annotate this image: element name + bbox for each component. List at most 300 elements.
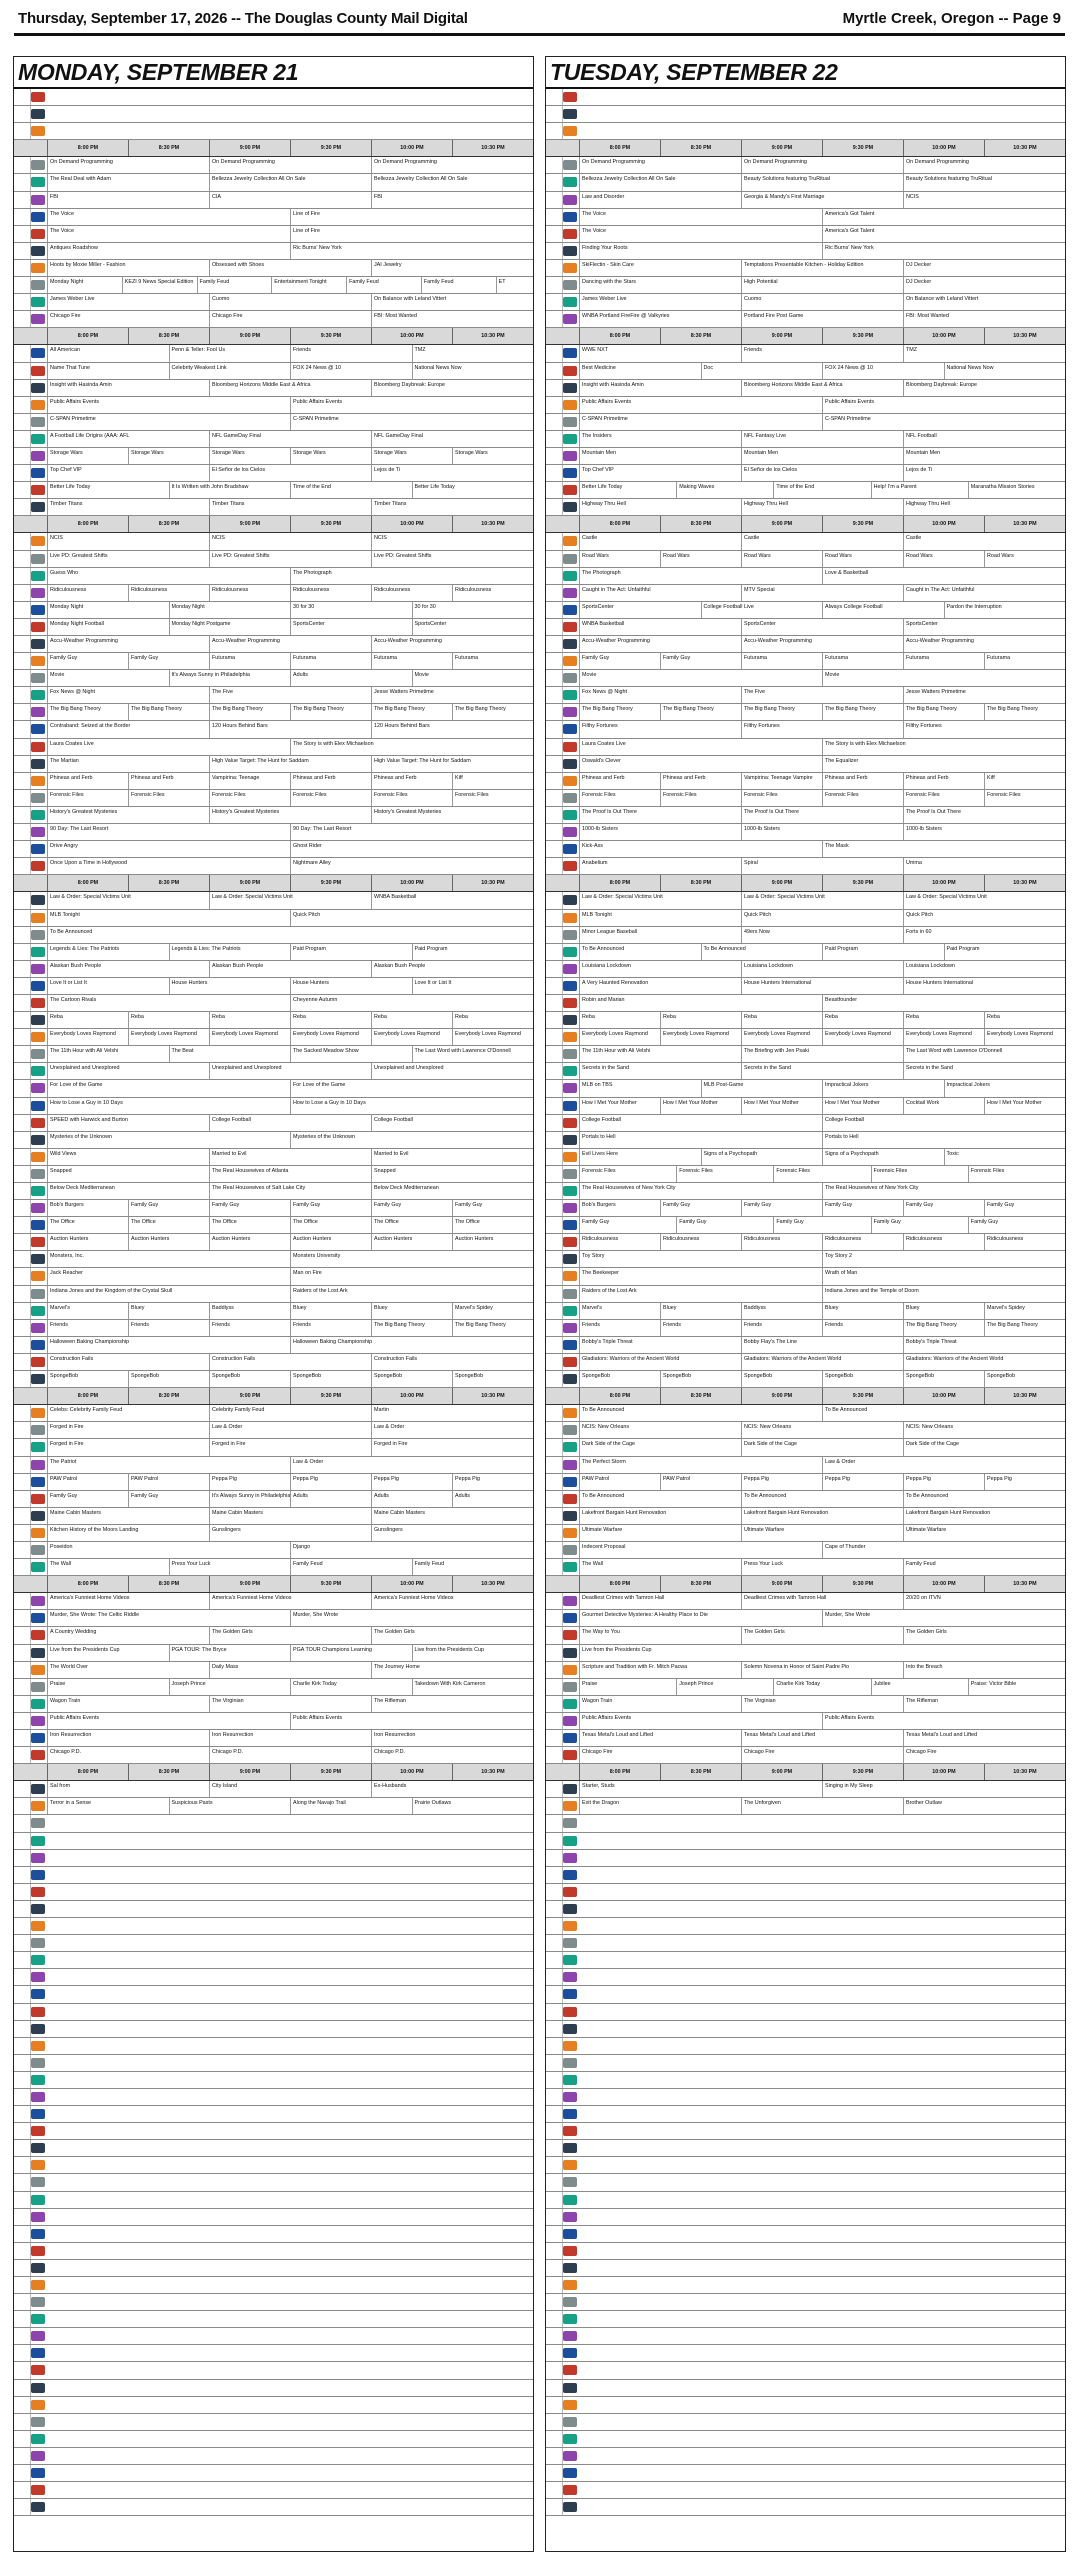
program-cell[interactable]: Forensic Files (579, 790, 660, 806)
program-cell[interactable]: Prairie Outlaws (412, 1798, 534, 1814)
program-cell[interactable]: TMZ (903, 345, 1065, 361)
program-cell[interactable]: The Big Bang Theory (579, 704, 660, 720)
program-cell[interactable]: Kiff (452, 773, 533, 789)
program-cell[interactable]: Bluey (128, 1303, 209, 1319)
program-cell[interactable]: Better Life Today (412, 482, 534, 498)
program-cell[interactable]: Auction Hunters (128, 1234, 209, 1250)
program-cell[interactable]: It's Always Sunny in Philadelphia (209, 1491, 290, 1507)
program-cell[interactable]: MLB Tonight (579, 910, 741, 926)
program-cell[interactable]: Chicago P.D. (209, 1747, 371, 1763)
program-cell[interactable]: Portals to Hell (822, 1132, 1065, 1148)
program-cell[interactable]: 120 Hours Behind Bars (209, 721, 371, 737)
program-cell[interactable]: Accu-Weather Programming (741, 636, 903, 652)
program-cell[interactable]: The Voice (579, 226, 822, 242)
program-cell[interactable]: Monsters University (290, 1251, 533, 1267)
program-cell[interactable]: Evil Lives Here (579, 1149, 701, 1165)
program-cell[interactable]: Joseph Prince (676, 1679, 773, 1695)
program-cell[interactable]: FBI: Most Wanted (371, 311, 533, 327)
program-cell[interactable]: SpongeBob (660, 1371, 741, 1387)
program-cell[interactable]: 1000-lb Sisters (903, 824, 1065, 840)
program-cell[interactable]: The Big Bang Theory (984, 704, 1065, 720)
program-cell[interactable]: On Demand Programming (741, 157, 903, 173)
program-cell[interactable]: House Hunters (169, 978, 291, 994)
program-cell[interactable]: Line of Fire (290, 226, 533, 242)
program-cell[interactable]: Marvel's Spidey (984, 1303, 1065, 1319)
program-cell[interactable]: Law and Disorder (579, 192, 741, 208)
program-cell[interactable]: Celebs: Celebrity Family Feud (47, 1405, 209, 1421)
program-cell[interactable]: Ridiculousness (822, 1234, 903, 1250)
program-cell[interactable]: Reba (47, 1012, 128, 1028)
program-cell[interactable]: Wild Views (47, 1149, 209, 1165)
program-cell[interactable]: How I Met Your Mother (579, 1098, 660, 1114)
program-cell[interactable]: Alaskan Bush People (47, 961, 209, 977)
program-cell[interactable]: The Office (371, 1217, 452, 1233)
program-cell[interactable]: The 11th Hour with Ali Velshi (47, 1046, 169, 1062)
program-cell[interactable]: Wagon Train (579, 1696, 741, 1712)
program-cell[interactable]: CIA (209, 192, 371, 208)
program-cell[interactable]: Ultimate Warfare (741, 1525, 903, 1541)
program-cell[interactable]: Signs of a Psychopath (822, 1149, 944, 1165)
program-cell[interactable]: Iron Resurrection (209, 1730, 371, 1746)
program-cell[interactable]: Vampirina: Teenage (209, 773, 290, 789)
program-cell[interactable]: The Rifleman (371, 1696, 533, 1712)
program-cell[interactable]: The Photograph (290, 568, 533, 584)
program-cell[interactable]: Law & Order (209, 1422, 371, 1438)
program-cell[interactable]: Family Feud (290, 1559, 412, 1575)
program-cell[interactable]: C-SPAN Primetime (822, 414, 1065, 430)
program-cell[interactable]: Louisiana Lockdown (579, 961, 741, 977)
program-cell[interactable]: The Unforgiven (741, 1798, 903, 1814)
program-cell[interactable]: Family Guy (128, 653, 209, 669)
program-cell[interactable]: NCIS: New Orleans (579, 1422, 741, 1438)
program-cell[interactable]: Snapped (47, 1166, 209, 1182)
program-cell[interactable]: Quick Pitch (903, 910, 1065, 926)
program-cell[interactable]: The Story is with Elex Michaelson (290, 739, 533, 755)
program-cell[interactable]: NCIS (371, 533, 533, 549)
program-cell[interactable]: NCIS (47, 533, 209, 549)
program-cell[interactable]: Phineas and Ferb (903, 773, 984, 789)
program-cell[interactable]: Joseph Prince (169, 1679, 291, 1695)
program-cell[interactable]: WWE NXT (579, 345, 741, 361)
program-cell[interactable]: Law & Order (822, 1457, 1065, 1473)
program-cell[interactable]: Friends (741, 345, 903, 361)
program-cell[interactable]: Storage Wars (290, 448, 371, 464)
program-cell[interactable]: Forensic Files (452, 790, 533, 806)
program-cell[interactable]: Accu-Weather Programming (209, 636, 371, 652)
program-cell[interactable]: El Señor de los Cielos (741, 465, 903, 481)
program-cell[interactable]: SportsCenter (412, 619, 534, 635)
program-cell[interactable]: History's Greatest Mysteries (47, 807, 209, 823)
program-cell[interactable]: Wrath of Man (822, 1268, 1065, 1284)
program-cell[interactable]: Family Guy (660, 653, 741, 669)
program-cell[interactable]: El Señor de los Cielos (209, 465, 371, 481)
program-cell[interactable]: Phineas and Ferb (822, 773, 903, 789)
program-cell[interactable]: Reba (128, 1012, 209, 1028)
program-cell[interactable]: Phineas and Ferb (47, 773, 128, 789)
program-cell[interactable]: Ridiculousness (579, 1234, 660, 1250)
program-cell[interactable]: Antiques Roadshow (47, 243, 290, 259)
program-cell[interactable]: Bloomberg Daybreak: Europe (371, 380, 533, 396)
program-cell[interactable]: Halloween Baking Championship (290, 1337, 533, 1353)
program-cell[interactable]: Suspicious Pasts (169, 1798, 291, 1814)
program-cell[interactable]: The Briefing with Jen Psaki (741, 1046, 903, 1062)
program-cell[interactable]: Indiana Jones and the Temple of Doom (822, 1286, 1065, 1302)
program-cell[interactable]: PAW Patrol (579, 1474, 660, 1490)
program-cell[interactable]: MTV Special (741, 585, 903, 601)
program-cell[interactable]: Lakefront Bargain Hunt Renovation (741, 1508, 903, 1524)
program-cell[interactable]: Beastfounder (822, 995, 1065, 1011)
program-cell[interactable]: Reba (660, 1012, 741, 1028)
program-cell[interactable]: C-SPAN Primetime (290, 414, 533, 430)
program-cell[interactable]: SpongeBob (128, 1371, 209, 1387)
program-cell[interactable]: Forensic Files (968, 1166, 1065, 1182)
program-cell[interactable]: WNBA Basketball (579, 619, 741, 635)
program-cell[interactable]: The Office (128, 1217, 209, 1233)
program-cell[interactable]: Mountain Men (579, 448, 741, 464)
program-cell[interactable]: Bellezza Jewelry Collection All On Sale (371, 174, 533, 190)
program-cell[interactable]: NCIS (903, 192, 1065, 208)
program-cell[interactable]: Georgia & Mandy's First Marriage (741, 192, 903, 208)
program-cell[interactable]: Friends (47, 1320, 128, 1336)
program-cell[interactable]: Toxic (944, 1149, 1066, 1165)
program-cell[interactable]: College Football Live (701, 602, 823, 618)
program-cell[interactable]: To Be Announced (903, 1491, 1065, 1507)
program-cell[interactable]: Alaskan Bush People (209, 961, 371, 977)
program-cell[interactable]: Filthy Fortunes (579, 721, 741, 737)
program-cell[interactable]: Bellezza Jewelry Collection All On Sale (579, 174, 741, 190)
program-cell[interactable]: Family Feud (903, 1559, 1065, 1575)
program-cell[interactable]: Everybody Loves Raymond (660, 1029, 741, 1045)
program-cell[interactable]: NFL Football (903, 431, 1065, 447)
program-cell[interactable]: Top Chef VIP (47, 465, 209, 481)
program-cell[interactable]: Law & Order: Special Victims Unit (903, 892, 1065, 908)
program-cell[interactable]: The Office (47, 1217, 128, 1233)
program-cell[interactable]: National News Now (412, 363, 534, 379)
program-cell[interactable]: Ridiculousness (47, 585, 128, 601)
program-cell[interactable]: Highway Thru Hell (579, 499, 741, 515)
program-cell[interactable]: MLB on TBS (579, 1080, 701, 1096)
program-cell[interactable]: Time of the End (773, 482, 870, 498)
program-cell[interactable]: Along the Navajo Trail (290, 1798, 412, 1814)
program-cell[interactable]: Peppa Pig (984, 1474, 1065, 1490)
program-cell[interactable]: Mysteries of the Unknown (290, 1132, 533, 1148)
program-cell[interactable]: C-SPAN Primetime (47, 414, 290, 430)
program-cell[interactable]: NFL GameDay Final (209, 431, 371, 447)
program-cell[interactable]: How I Met Your Mother (741, 1098, 822, 1114)
program-cell[interactable]: Snapped (371, 1166, 533, 1182)
program-cell[interactable]: Lejos de Ti (371, 465, 533, 481)
program-cell[interactable]: Terror in a Sense (47, 1798, 169, 1814)
program-cell[interactable]: Phineas and Ferb (128, 773, 209, 789)
program-cell[interactable]: Marvel's (47, 1303, 128, 1319)
program-cell[interactable]: Futurama (903, 653, 984, 669)
program-cell[interactable]: 90 Day: The Last Resort (290, 824, 533, 840)
program-cell[interactable]: Gunslingers (209, 1525, 371, 1541)
program-cell[interactable]: Unexplained and Unexplored (47, 1063, 209, 1079)
program-cell[interactable]: Friends (128, 1320, 209, 1336)
program-cell[interactable]: Chicago P.D. (47, 1747, 209, 1763)
program-cell[interactable]: Friends (290, 345, 412, 361)
program-cell[interactable]: Dark Side of the Cage (579, 1439, 741, 1455)
program-cell[interactable]: The Office (290, 1217, 371, 1233)
program-cell[interactable]: Everybody Loves Raymond (822, 1029, 903, 1045)
program-cell[interactable]: Friends (579, 1320, 660, 1336)
program-cell[interactable]: Always College Football (822, 602, 944, 618)
program-cell[interactable]: Charlie Kirk Today (773, 1679, 870, 1695)
program-cell[interactable]: James Weber Live (579, 294, 741, 310)
program-cell[interactable]: Bluey (660, 1303, 741, 1319)
program-cell[interactable]: The Five (209, 687, 371, 703)
program-cell[interactable]: Starter, Studs (579, 1781, 822, 1797)
program-cell[interactable]: National News Now (944, 363, 1066, 379)
program-cell[interactable]: Unexplained and Unexplored (371, 1063, 533, 1079)
program-cell[interactable]: How to Lose a Guy in 10 Days (290, 1098, 533, 1114)
program-cell[interactable]: Fox News @ Night (579, 687, 741, 703)
program-cell[interactable]: Doc (701, 363, 823, 379)
program-cell[interactable]: Futurama (822, 653, 903, 669)
program-cell[interactable]: Storage Wars (47, 448, 128, 464)
program-cell[interactable]: Time of the End (290, 482, 412, 498)
program-cell[interactable]: SportsCenter (290, 619, 412, 635)
program-cell[interactable]: Forensic Files (47, 790, 128, 806)
program-cell[interactable]: Live from the Presidents Cup (47, 1645, 169, 1661)
program-cell[interactable]: Ridiculousness (660, 1234, 741, 1250)
program-cell[interactable]: Everybody Loves Raymond (984, 1029, 1065, 1045)
program-cell[interactable]: The Big Bang Theory (903, 704, 984, 720)
program-cell[interactable]: Family Guy (452, 1200, 533, 1216)
program-cell[interactable]: SpongeBob (741, 1371, 822, 1387)
program-cell[interactable]: Auction Hunters (290, 1234, 371, 1250)
program-cell[interactable]: Love & Basketball (822, 568, 1065, 584)
program-cell[interactable]: Peppa Pig (371, 1474, 452, 1490)
program-cell[interactable]: The Voice (579, 209, 822, 225)
program-cell[interactable]: Forts in 60 (903, 927, 1065, 943)
program-cell[interactable]: Castle (741, 533, 903, 549)
program-cell[interactable]: Forensic Files (579, 1166, 676, 1182)
program-cell[interactable]: To Be Announced (579, 944, 701, 960)
program-cell[interactable]: The Voice (47, 226, 290, 242)
program-cell[interactable]: Law & Order: Special Victims Unit (741, 892, 903, 908)
program-cell[interactable]: How to Lose a Guy in 10 Days (47, 1098, 290, 1114)
program-cell[interactable]: America's Funniest Home Videos (47, 1593, 209, 1609)
program-cell[interactable]: SpongeBob (47, 1371, 128, 1387)
program-cell[interactable]: Reba (822, 1012, 903, 1028)
program-cell[interactable]: Bluey (290, 1303, 371, 1319)
program-cell[interactable]: Live PD: Greatest Shifts (47, 551, 209, 567)
program-cell[interactable]: Making Waves (676, 482, 773, 498)
program-cell[interactable]: The Mask (822, 841, 1065, 857)
program-cell[interactable]: Chicago Fire (579, 1747, 741, 1763)
program-cell[interactable]: Bobby's Triple Threat (903, 1337, 1065, 1353)
program-cell[interactable]: Ridiculousness (290, 585, 371, 601)
program-cell[interactable]: Ric Burns' New York (290, 243, 533, 259)
program-cell[interactable]: Chicago P.D. (371, 1747, 533, 1763)
program-cell[interactable]: Reba (209, 1012, 290, 1028)
program-cell[interactable]: Cocktail Work (903, 1098, 984, 1114)
program-cell[interactable]: Phineas and Ferb (579, 773, 660, 789)
program-cell[interactable]: Cuomo (209, 294, 371, 310)
program-cell[interactable]: Bloomberg Horizons Middle East & Africa (209, 380, 371, 396)
program-cell[interactable]: Everybody Loves Raymond (452, 1029, 533, 1045)
program-cell[interactable]: The Big Bang Theory (660, 704, 741, 720)
program-cell[interactable]: Public Affairs Events (290, 1713, 533, 1729)
program-cell[interactable]: Chicago Fire (741, 1747, 903, 1763)
program-cell[interactable]: Storage Wars (128, 448, 209, 464)
program-cell[interactable]: Family Guy (871, 1217, 968, 1233)
program-cell[interactable]: The Equalizer (822, 756, 1065, 772)
program-cell[interactable]: Better Life Today (47, 482, 169, 498)
program-cell[interactable]: Forged in Fire (209, 1439, 371, 1455)
program-cell[interactable]: Forensic Files (773, 1166, 870, 1182)
program-cell[interactable]: TMZ (412, 345, 534, 361)
program-cell[interactable]: Forensic Files (903, 790, 984, 806)
program-cell[interactable]: Ridiculousness (209, 585, 290, 601)
program-cell[interactable]: Road Wars (660, 551, 741, 567)
program-cell[interactable]: Gladiators: Warriors of the Ancient World (741, 1354, 903, 1370)
program-cell[interactable]: Reba (579, 1012, 660, 1028)
program-cell[interactable]: KEZI 9 News Special Edition (122, 277, 197, 293)
program-cell[interactable]: Forensic Files (128, 790, 209, 806)
program-cell[interactable]: Django (290, 1542, 533, 1558)
program-cell[interactable]: Impractical Jokers (944, 1080, 1066, 1096)
program-cell[interactable]: Family Guy (822, 1200, 903, 1216)
program-cell[interactable]: Forensic Files (984, 790, 1065, 806)
program-cell[interactable]: The Golden Girls (903, 1627, 1065, 1643)
program-cell[interactable]: 120 Hours Behind Bars (371, 721, 533, 737)
program-cell[interactable]: Friends (822, 1320, 903, 1336)
program-cell[interactable]: College Football (579, 1115, 822, 1131)
program-cell[interactable]: The Big Bang Theory (209, 704, 290, 720)
program-cell[interactable]: A Very Haunted Renovation (579, 978, 741, 994)
program-cell[interactable]: Family Guy (676, 1217, 773, 1233)
program-cell[interactable]: SPEED with Harwick and Burton (47, 1115, 209, 1131)
program-cell[interactable]: Nightmare Alley (290, 858, 533, 874)
program-cell[interactable]: The Golden Girls (371, 1627, 533, 1643)
program-cell[interactable]: Futurama (290, 653, 371, 669)
program-cell[interactable]: NCIS (209, 533, 371, 549)
program-cell[interactable]: History's Greatest Mysteries (371, 807, 533, 823)
program-cell[interactable]: Murder, She Wrote: The Celtic Riddle (47, 1610, 290, 1626)
program-cell[interactable]: PAW Patrol (47, 1474, 128, 1490)
program-cell[interactable]: Poseidon (47, 1542, 290, 1558)
program-cell[interactable]: Peppa Pig (209, 1474, 290, 1490)
program-cell[interactable]: The Virginian (209, 1696, 371, 1712)
program-cell[interactable]: Quick Pitch (741, 910, 903, 926)
program-cell[interactable]: Umma (903, 858, 1065, 874)
program-cell[interactable]: Futurama (209, 653, 290, 669)
program-cell[interactable]: Signs of a Psychopath (701, 1149, 823, 1165)
program-cell[interactable]: Gourmet Detective Mysteries: A Healthy Place to Die (579, 1610, 822, 1626)
program-cell[interactable]: Movie (579, 670, 822, 686)
program-cell[interactable]: Movie (412, 670, 534, 686)
program-cell[interactable]: Wagon Train (47, 1696, 209, 1712)
program-cell[interactable]: The Perfect Storm (579, 1457, 822, 1473)
program-cell[interactable]: Raiders of the Lost Ark (579, 1286, 822, 1302)
program-cell[interactable]: Hoots by Moxie Miller - Fashion (47, 260, 209, 276)
program-cell[interactable]: Robin and Marian (579, 995, 822, 1011)
program-cell[interactable]: Forged in Fire (47, 1422, 209, 1438)
program-cell[interactable]: Oswald's Clever (579, 756, 822, 772)
program-cell[interactable]: James Weber Live (47, 294, 209, 310)
program-cell[interactable]: The Office (209, 1217, 290, 1233)
program-cell[interactable]: Lakefront Bargain Hunt Renovation (579, 1508, 741, 1524)
program-cell[interactable]: Impractical Jokers (822, 1080, 944, 1096)
program-cell[interactable]: Construction Fails (209, 1354, 371, 1370)
program-cell[interactable]: Family Guy (47, 1491, 128, 1507)
program-cell[interactable]: SpongeBob (290, 1371, 371, 1387)
program-cell[interactable]: Ridiculousness (741, 1234, 822, 1250)
program-cell[interactable]: Into the Breach (903, 1662, 1065, 1678)
program-cell[interactable]: High Value Target: The Hunt for Saddam (371, 756, 533, 772)
program-cell[interactable]: Futurama (452, 653, 533, 669)
program-cell[interactable]: Spiral (741, 858, 903, 874)
program-cell[interactable]: Martin (371, 1405, 533, 1421)
program-cell[interactable]: Storage Wars (452, 448, 533, 464)
program-cell[interactable]: Praise (579, 1679, 676, 1695)
program-cell[interactable]: High Potential (741, 277, 903, 293)
program-cell[interactable]: Public Affairs Events (47, 1713, 290, 1729)
program-cell[interactable]: On Demand Programming (903, 157, 1065, 173)
program-cell[interactable]: Penn & Teller: Fool Us (169, 345, 291, 361)
program-cell[interactable]: On Demand Programming (371, 157, 533, 173)
program-cell[interactable]: Guess Who (47, 568, 290, 584)
program-cell[interactable]: Jesse Watters Primetime (903, 687, 1065, 703)
program-cell[interactable]: The Big Bang Theory (452, 704, 533, 720)
program-cell[interactable]: ET (496, 277, 533, 293)
program-cell[interactable]: High Value Target: The Hunt for Saddam (209, 756, 371, 772)
program-cell[interactable]: FBI (371, 192, 533, 208)
program-cell[interactable]: Public Affairs Events (822, 1713, 1065, 1729)
program-cell[interactable]: Ridiculousness (128, 585, 209, 601)
program-cell[interactable]: House Hunters International (903, 978, 1065, 994)
program-cell[interactable]: Movie (47, 670, 169, 686)
program-cell[interactable]: Everybody Loves Raymond (209, 1029, 290, 1045)
program-cell[interactable]: It Is Written with John Bradshaw (169, 482, 291, 498)
program-cell[interactable]: Live PD: Greatest Shifts (371, 551, 533, 567)
program-cell[interactable]: To Be Announced (579, 1491, 741, 1507)
program-cell[interactable]: Family Guy (579, 653, 660, 669)
program-cell[interactable]: Monsters, Inc. (47, 1251, 290, 1267)
program-cell[interactable]: On Demand Programming (579, 157, 741, 173)
program-cell[interactable]: Cuomo (741, 294, 903, 310)
program-cell[interactable]: Forensic Files (871, 1166, 968, 1182)
program-cell[interactable]: The Wall (579, 1559, 741, 1575)
program-cell[interactable]: Movie (822, 670, 1065, 686)
program-cell[interactable]: Portland Fire Post Game (741, 311, 903, 327)
program-cell[interactable]: NCIS: New Orleans (741, 1422, 903, 1438)
program-cell[interactable]: Bellezza Jewelry Collection All On Sale (209, 174, 371, 190)
program-cell[interactable]: WNBA Basketball (371, 892, 533, 908)
program-cell[interactable]: Accu-Weather Programming (579, 636, 741, 652)
program-cell[interactable]: Name That Tune (47, 363, 169, 379)
program-cell[interactable]: Bluey (903, 1303, 984, 1319)
program-cell[interactable]: Bob's Burgers (579, 1200, 660, 1216)
program-cell[interactable]: The Martian (47, 756, 209, 772)
program-cell[interactable]: SkiFlectin - Skin Care (579, 260, 741, 276)
program-cell[interactable]: PAW Patrol (660, 1474, 741, 1490)
program-cell[interactable]: SportsCenter (741, 619, 903, 635)
program-cell[interactable]: Forensic Files (371, 790, 452, 806)
program-cell[interactable]: Cape of Thunder (822, 1542, 1065, 1558)
program-cell[interactable]: Everybody Loves Raymond (290, 1029, 371, 1045)
program-cell[interactable]: The Insiders (579, 431, 741, 447)
program-cell[interactable]: Texas Metal's Loud and Lifted (741, 1730, 903, 1746)
program-cell[interactable]: America's Funniest Home Videos (209, 1593, 371, 1609)
program-cell[interactable]: Construction Fails (47, 1354, 209, 1370)
program-cell[interactable]: Jesse Watters Primetime (371, 687, 533, 703)
program-cell[interactable]: Laura Coates Live (579, 739, 822, 755)
program-cell[interactable]: Press Your Luck (169, 1559, 291, 1575)
